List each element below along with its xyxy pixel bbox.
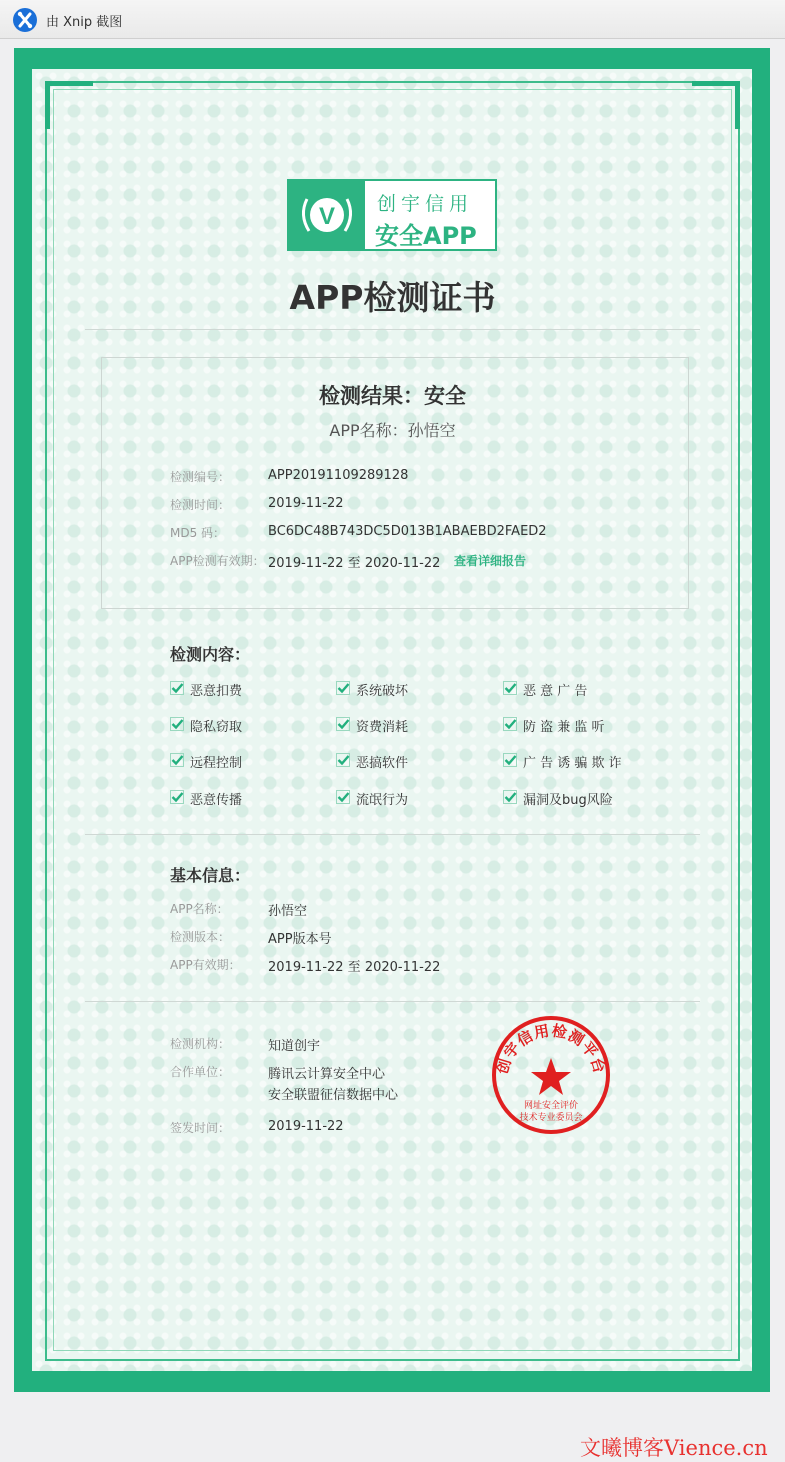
detail-value: 2019-11-22 至 2020-11-22 xyxy=(268,556,441,571)
check-item-label: 恶 意 广 告 xyxy=(523,684,588,699)
logo-text-line2: 安全APP xyxy=(375,222,477,250)
detail-label: MD5 码： xyxy=(170,526,226,540)
partner-value-2: 安全联盟征信数据中心 xyxy=(268,1088,399,1103)
check-icon xyxy=(503,681,517,695)
check-item-label: 漏洞及bug风险 xyxy=(523,793,613,808)
issue-value: 2019-11-22 xyxy=(268,1119,344,1134)
divider xyxy=(85,834,700,835)
corner-top-left-v xyxy=(45,81,50,129)
check-item-label: 恶意传播 xyxy=(190,793,243,808)
divider xyxy=(85,329,700,330)
detail-value: APP20191109289128 xyxy=(268,468,409,483)
detail-label: 检测时间： xyxy=(170,498,231,512)
check-icon xyxy=(170,790,184,804)
check-icon xyxy=(336,790,350,804)
content-section-title: 检测内容： xyxy=(170,645,251,664)
brand-logo xyxy=(287,179,497,251)
partner-label: 合作单位： xyxy=(170,1065,231,1079)
check-icon xyxy=(170,681,184,695)
svg-text:创宇信用检测平台: 创宇信用检测平台 xyxy=(493,1021,609,1077)
org-label: 检测机构： xyxy=(170,1037,231,1051)
check-item-label: 恶意扣费 xyxy=(190,684,243,699)
divider xyxy=(85,1001,700,1002)
check-icon xyxy=(503,753,517,767)
basic-section-title: 基本信息： xyxy=(170,866,251,885)
check-item-label: 远程控制 xyxy=(190,756,243,771)
check-item-label: 恶搞软件 xyxy=(356,756,409,771)
basic-value: 2019-11-22 至 2020-11-22 xyxy=(268,960,441,975)
check-item-label: 防 盗 兼 监 听 xyxy=(523,720,605,735)
org-value: 知道创宇 xyxy=(268,1039,321,1054)
view-report-link[interactable]: 查看详细报告 xyxy=(454,554,527,568)
corner-top-right-h xyxy=(692,81,740,86)
corner-top-left-h xyxy=(45,81,93,86)
check-item-label: 系统破坏 xyxy=(356,684,409,699)
svg-text:V: V xyxy=(318,203,336,230)
detail-label: 检测编号： xyxy=(170,470,231,484)
basic-value: 孙悟空 xyxy=(268,904,308,919)
basic-value: APP版本号 xyxy=(268,932,332,947)
xnip-app-icon xyxy=(13,8,37,32)
basic-label: 检测版本： xyxy=(170,930,231,944)
corner-top-right-v xyxy=(735,81,740,129)
blog-watermark: 文曦博客Vience.cn xyxy=(580,1436,768,1460)
official-seal-stamp xyxy=(490,1014,612,1136)
window-titlebar xyxy=(0,0,785,39)
check-icon xyxy=(336,717,350,731)
result-app-name: APP名称：孙悟空 xyxy=(329,421,456,440)
laurel-v-icon xyxy=(289,181,365,249)
logo-text-line1: 创宇信用 xyxy=(377,193,474,215)
check-icon xyxy=(503,790,517,804)
svg-text:技术专业委员会: 技术专业委员会 xyxy=(519,1113,583,1123)
check-item-label: 隐私窃取 xyxy=(190,720,243,735)
check-icon xyxy=(170,753,184,767)
basic-label: APP有效期： xyxy=(170,958,241,972)
check-item-label: 资费消耗 xyxy=(356,720,409,735)
detail-value: 2019-11-22 xyxy=(268,496,344,511)
check-item-label: 流氓行为 xyxy=(356,793,409,808)
check-icon xyxy=(503,717,517,731)
issue-label: 签发时间： xyxy=(170,1121,231,1135)
detail-value: BC6DC48B743DC5D013B1ABAEBD2FAED2 xyxy=(268,524,547,539)
check-icon xyxy=(336,753,350,767)
check-icon xyxy=(336,681,350,695)
partner-value-1: 腾讯云计算安全中心 xyxy=(268,1067,386,1082)
window-title: 由 Xnip 截图 xyxy=(46,15,123,30)
detail-label: APP检测有效期： xyxy=(170,554,265,568)
check-item-label: 广 告 诱 骗 欺 诈 xyxy=(523,756,622,771)
result-title: 检测结果：安全 xyxy=(319,384,466,408)
basic-label: APP名称： xyxy=(170,902,229,916)
svg-text:网址安全评价: 网址安全评价 xyxy=(523,1101,579,1111)
check-icon xyxy=(170,717,184,731)
certificate-title: APP检测证书 xyxy=(289,278,496,317)
